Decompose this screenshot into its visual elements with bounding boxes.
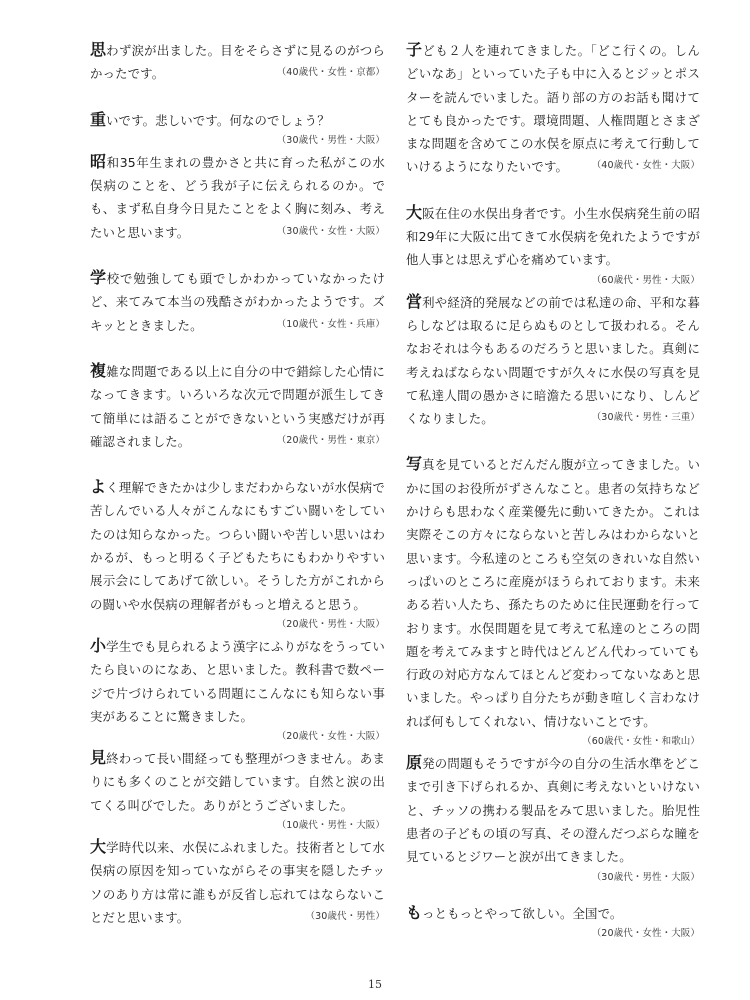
left-column [90,38,385,929]
comment-text: 終わって長い間経っても整理がつきません。あまりにも多くのことが交錯しています。自然と涙の出てくる叫びでした。ありがとうございました。 [90,751,385,813]
comment-initial: 見 [90,748,107,768]
comment-text: わず涙が出ました。目をそらさずに見るのがつらかったです。 [90,43,385,82]
comment-text: ども２人を連れてきました。「どこ行くの。しんどいなあ」といっていた子も中に入るとジッとポスターを読んでいました。語り部の方のお話も聞けてとても良かったです。環境問題、人権問題とさまざまな問題を含めてこの水俣を原点に考えて行動していけるようになりたいです。 [406,43,700,175]
comment-entry [90,475,385,634]
comment-text: 雑な問題である以上に自分の中で錯綜した心情になってきます。いろいろな次元で問題が派生してきて簡単には語ることができないという実感だけが再確認されました。 [90,363,385,449]
comment-attribution: （30歳代・男性・三重） [591,412,700,424]
comment-entry [90,359,385,453]
comment-initial: 子 [406,40,423,59]
comment-entry [406,751,700,886]
page-number: 15 [368,978,382,991]
comment-initial: 昭 [90,151,107,171]
comment-initial: 大 [406,202,423,222]
comment-text: 阪在住の水俣出身者です。小生水俣病発生前の昭和29年に大阪に出てきて水俣病を免れたようですが他人事とは思えず心を痛めています。 [406,205,700,268]
comment-attribution: （10歳代・男性・大阪） [276,820,385,832]
comment-initial: よ [90,477,107,497]
comment-entry [406,290,700,431]
comment-attribution: （10歳代・女性・兵庫） [276,318,385,330]
comment-initial: 小 [90,635,107,655]
comment-initial: も [406,902,423,922]
comment-initial: 営 [406,291,423,311]
comment-initial: 学 [90,268,107,288]
comment-entry [90,634,385,746]
comment-entry [406,452,700,751]
comment-entry [90,38,385,86]
comment-entry [90,835,385,929]
comment-text: 真を見ているとだんだん腹が立ってきました。いかに国のお役所がずさんなこと。患者の気持ちなどかけらも思わなく産業優先に動いてきたか。これは実際そこの方々にならないと苦しみはわからないと思います。今私達のところも空気のきれいな自然いっぱいのところに産廃がほうられております。未来ある若い人たち、孫たちのために住民運動を行っております。水俣問題を見て考えて私達のところの問題を考えてみますと時代はどんどん代わっていても行政の対応方なんてほとんど変わってないなあと思いました。やっぱり自分たちが動き喧しく言わなければ何もしてくれない、情けないことです。 [406,457,700,729]
comment-text: 和35年生まれの豊かさと共に育った私がこの水俣病のことを、どう我が子に伝えられるのか。でも、まず私自身今日見たことをよく胸に刻み、考えたいと思います。 [90,154,385,240]
comment-text: いです。悲しいです。何なのでしょう？ [106,112,330,128]
comment-attribution: （20歳代・男性・東京） [276,434,385,446]
comment-initial: 原 [406,753,423,773]
comment-entry [90,108,385,150]
comment-text: っともっとやって欲しい。全国で。 [422,905,623,921]
comment-attribution: （30歳代・男性・大阪） [591,871,700,883]
comment-initial: 複 [90,360,107,380]
comment-attribution: （20歳代・女性・大阪） [591,927,700,939]
comment-text: く理解できたかは少しまだわからないが水俣病で苦しんでいる人々がこんなにもすごい闘いをしていたのは知らなかった。つらい闘いや苦しい思いはわかるが、もっと明るく子どもたちにもわかりやすい展示会にしてあげて欲しい。そうした方がこれからの闘いや水俣病の理解者がもっと増えると思う。 [90,480,385,612]
comment-attribution: （60歳代・男性・大阪） [591,274,700,286]
comment-entry [90,746,385,835]
comment-entry [406,38,700,179]
comment-text: 利や経済的発展などの前では私達の命、平和な暮らしなどは取るに足らぬものとして扱われる。そんなおそれは今もあるのだろうと思いました。真剣に考えねばならない問題ですが久々に水俣の写真を見て私達人間の愚かさに暗澹たる思いになり、しんどくなりました。 [406,294,700,427]
comment-entry [90,266,385,337]
right-column [406,38,700,943]
comment-text: 学時代以来、水俣にふれました。技術者として水俣病の原因を知っていながらその事実を隠したチッソのあり方は常に誰もが反省し忘れてはならないことだと思います。 [90,840,385,925]
comment-text: 校で勉強しても頭でしかわかっていなかったけど、来てみて本当の残酷さがわかったようです。ズキッとときました。 [90,271,385,333]
comment-attribution: （20歳代・男性・大阪） [276,618,385,630]
comment-initial: 大 [90,837,107,857]
comment-initial: 写 [406,454,423,474]
comment-attribution: （20歳代・女性・大阪） [276,731,385,743]
comment-attribution: （30歳代・男性・大阪） [276,134,385,146]
comment-attribution: （40歳代・女性・京都） [276,67,385,79]
comment-initial: 思 [90,40,107,59]
comment-entry [406,201,700,290]
comment-entry [406,901,700,943]
comment-attribution: （60歳代・女性・和歌山） [582,736,700,748]
comment-initial: 重 [90,109,107,129]
comment-entry [90,150,385,244]
comment-attribution: （40歳代・女性・大阪） [591,160,700,172]
comment-text: 発の問題もそうですが今の自分の生活水準をどこまで引き下げられるか、真剣に考えないといけないと、チッソの携わる製品をみて思いました。胎児性患者の子どもの頃の写真、その澄んだつぶらな瞳を見ているとジワーと涙が出てきました。 [406,756,700,865]
comment-attribution: （30歳代・女性・大阪） [276,225,385,237]
comment-attribution: （30歳代・男性） [305,910,385,922]
comment-text: 学生でも見られるよう漢字にふりがなをうっていたら良いのになあ、と思いました。教科書で数ページで片づけられている問題にこんなにも知らない事実があることに驚きました。 [90,638,385,724]
